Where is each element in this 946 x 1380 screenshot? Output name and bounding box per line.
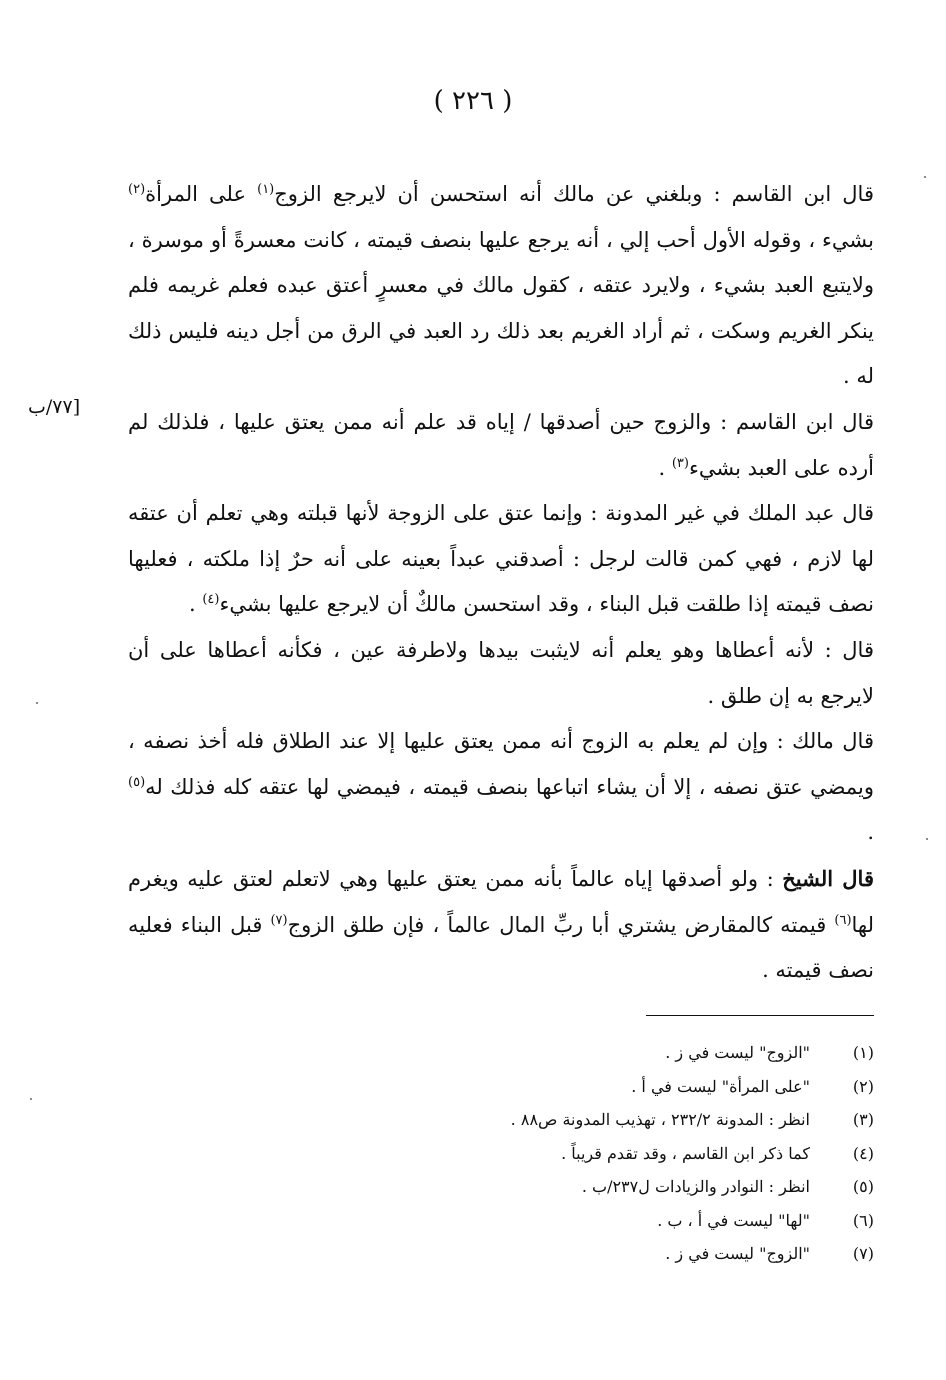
paragraph-text: قبل البناء فعليه نصف قيمته . [128,912,874,983]
footnote-item [340,1103,874,1137]
footnote-ref: (٧) [270,912,288,928]
paragraph-text: قيمته كالمقارض يشتري أبا ربِّ المال عالماً ، فإن طلق الزوج [287,912,835,937]
scan-speck [36,702,38,704]
footnote-item [340,1170,874,1204]
paragraph [128,628,874,719]
footnote-number: (١) [852,1043,874,1062]
footnote-ref: (٢) [128,182,146,197]
footnote-text: "الزوج" ليست في ز . [665,1244,810,1263]
footnote-ref: (٦) [834,912,852,928]
paragraph [128,172,874,400]
footnote-item [340,1070,874,1104]
paragraph-text: على المرأة [145,182,258,206]
paragraph-text: قال مالك : وإن لم يعلم به الزوج أنه ممن يعتق عليها إلا عند الطلاق فله أخذ نصفه ، ويمضي عتق نصفه ، إلا أن يشاء اتباعها بنصف قيمته ، فيمضي لها عتقه كله فذلك له [128,729,874,799]
paragraph-text: : ولو أصدقها إياه عالماً بأنه ممن يعتق عليها وهي لاتعلم لعتق عليه ويغرم لها [128,866,875,937]
footnote-ref: (٥) [128,774,146,790]
footnote-ref: (١) [257,182,275,197]
paragraph-text: قال ابن القاسم : والزوج حين أصدقها / إياه قد علم أنه ممن يعتق عليها ، فلذلك لم أرده على العبد بشيء [128,409,874,480]
footnote-text: انظر : النوادر والزيادات ل٢٣٧/ب . [581,1177,810,1196]
paragraph-text: قال ابن القاسم : وبلغني عن مالك أنه استحسن أن لايرجع الزوج [274,182,874,206]
folio-margin-note: [٧٧/ب [28,396,81,418]
paragraph [128,856,874,994]
footnote-item [340,1237,874,1271]
footnote-separator [646,1015,874,1016]
paragraph [128,400,874,491]
footnote-number: (٦) [852,1210,874,1230]
scan-speck [926,838,928,840]
footnote-text: كما ذكر ابن القاسم ، وقد تقدم قريباً . [561,1143,810,1163]
footnote-item [340,1204,874,1238]
paragraph-text: قال عبد الملك في غير المدونة : وإنما عتق على الزوجة لأنها قبلته وهي تعلم أن عتقه لها لازم ، فهي كمن قالت لرجل : أصدقني عبداً بعينه على أنه حرٌ إذا ملكته ، فعليها نصف قيمته إذا طلقت قبل البناء ، وقد استحسن مالكٌ أن لايرجع عليها بشيء [128,501,874,617]
footnote-text: "لها" ليست في أ ، ب . [657,1210,810,1230]
footnote-number: (٣) [852,1110,874,1129]
footnote-text: "على المرأة" ليست في أ . [631,1076,810,1096]
paragraph [128,491,874,628]
paragraph-text: بشيء ، وقوله الأول أحب إلي ، أنه يرجع عليها بنصف قيمته ، كانت معسرةً أو موسرة ، ولايتبع العبد بشيء ، ولايرد عتقه ، كقول مالك في معسرٍ أعتق عبده فعلم غريمه فلم ينكر الغريم وسكت ، ثم أراد الغريم بعد ذلك رد العبد في الرق من أجل دينه فليس ذلك له . [128,227,874,389]
paragraph-text: قال : لأنه أعطاها وهو يعلم أنه لايثبت بيدها ولاطرفة عين ، فكأنه أعطاها على أن لايرجع به إن طلق . [128,637,874,708]
paragraph [128,719,874,856]
footnotes-list [340,1036,874,1271]
page-number: ( ٢٢٦ ) [433,86,513,116]
footnote-number: (٥) [852,1177,874,1196]
body-text [128,172,874,994]
footnote-item [340,1137,874,1171]
scan-speck [924,176,926,178]
footnote-text: انظر : المدونة ٢٣٢/٢ ، تهذيب المدونة ص٨٨ . [510,1110,810,1129]
footnote-number: (٢) [852,1076,874,1096]
paragraph-text: . [188,592,203,617]
paragraph-text: . [867,820,874,845]
footnote-text: "الزوج" ليست في ز . [665,1043,810,1062]
footnote-ref: (٣) [671,455,689,471]
paragraph-text: . [658,455,672,480]
footnote-number: (٧) [852,1244,874,1263]
footnote-item [340,1036,874,1070]
speaker-label: قال الشيخ [782,865,874,891]
footnote-number: (٤) [852,1143,874,1163]
footnote-ref: (٤) [202,592,220,608]
scan-speck [30,1098,32,1100]
